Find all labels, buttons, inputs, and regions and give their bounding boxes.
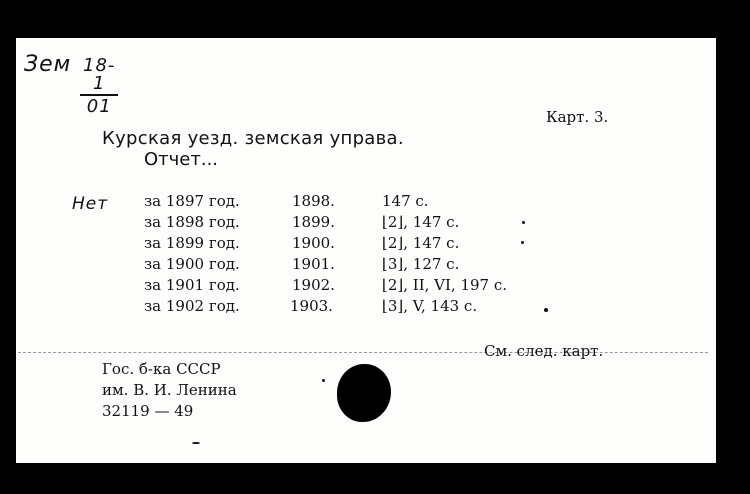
entry-extent: ⌊3⌋, 127 с. [382,255,460,273]
library-stamp-line1: Гос. б-ка СССР [102,360,221,378]
entry-extent: ⌊2⌋, II, VI, 197 с. [382,276,508,294]
entry-published: 1899. [292,213,335,231]
entry-row [16,255,716,275]
card-subtitle: Отчет... [144,149,219,170]
catalog-card [16,38,716,463]
speck [522,221,525,224]
see-next-card: См. след. карт. [484,342,604,360]
speck [544,308,548,312]
entry-period: за 1902 год. [144,297,240,315]
entry-published: 1898. [292,192,335,210]
shelf-mark-prefix: Зем [24,52,72,77]
shelf-mark-numerator: 18-1 [80,57,118,96]
entry-published: 1900. [292,234,335,252]
entry-period: за 1900 год. [144,255,240,273]
entry-row [16,192,716,212]
entry-extent: ⌊2⌋, 147 с. [382,213,460,231]
punch-hole [337,364,391,422]
shelf-mark [24,52,116,117]
entry-extent: ⌊3⌋, V, 143 с. [382,297,478,315]
speck [322,379,325,382]
speck [521,241,524,244]
entry-row [16,297,716,317]
entry-row [16,276,716,296]
entry-row [16,234,716,254]
card-number: Карт. 3. [546,108,609,126]
handwritten-note: Нет [72,194,109,214]
card-title: Курская уезд. земская управа. [102,128,404,149]
entry-published: 1903. [290,297,333,315]
library-stamp-line3: 32119 — 49 [102,402,194,420]
entry-published: 1901. [292,255,335,273]
entry-extent: 147 с. [382,192,429,210]
dotted-rule [18,352,708,354]
entry-period: за 1901 год. [144,276,240,294]
entry-period: за 1897 год. [144,192,240,210]
entry-published: 1902. [292,276,335,294]
entry-period: за 1899 год. [144,234,240,252]
shelf-mark-denominator: 01 [86,96,112,117]
library-stamp-line2: им. В. И. Ленина [102,381,237,399]
entry-period: за 1898 год. [144,213,240,231]
shelf-mark-fraction [80,57,118,116]
entry-row [16,213,716,233]
speck [192,442,200,444]
entry-extent: ⌊2⌋, 147 с. [382,234,460,252]
